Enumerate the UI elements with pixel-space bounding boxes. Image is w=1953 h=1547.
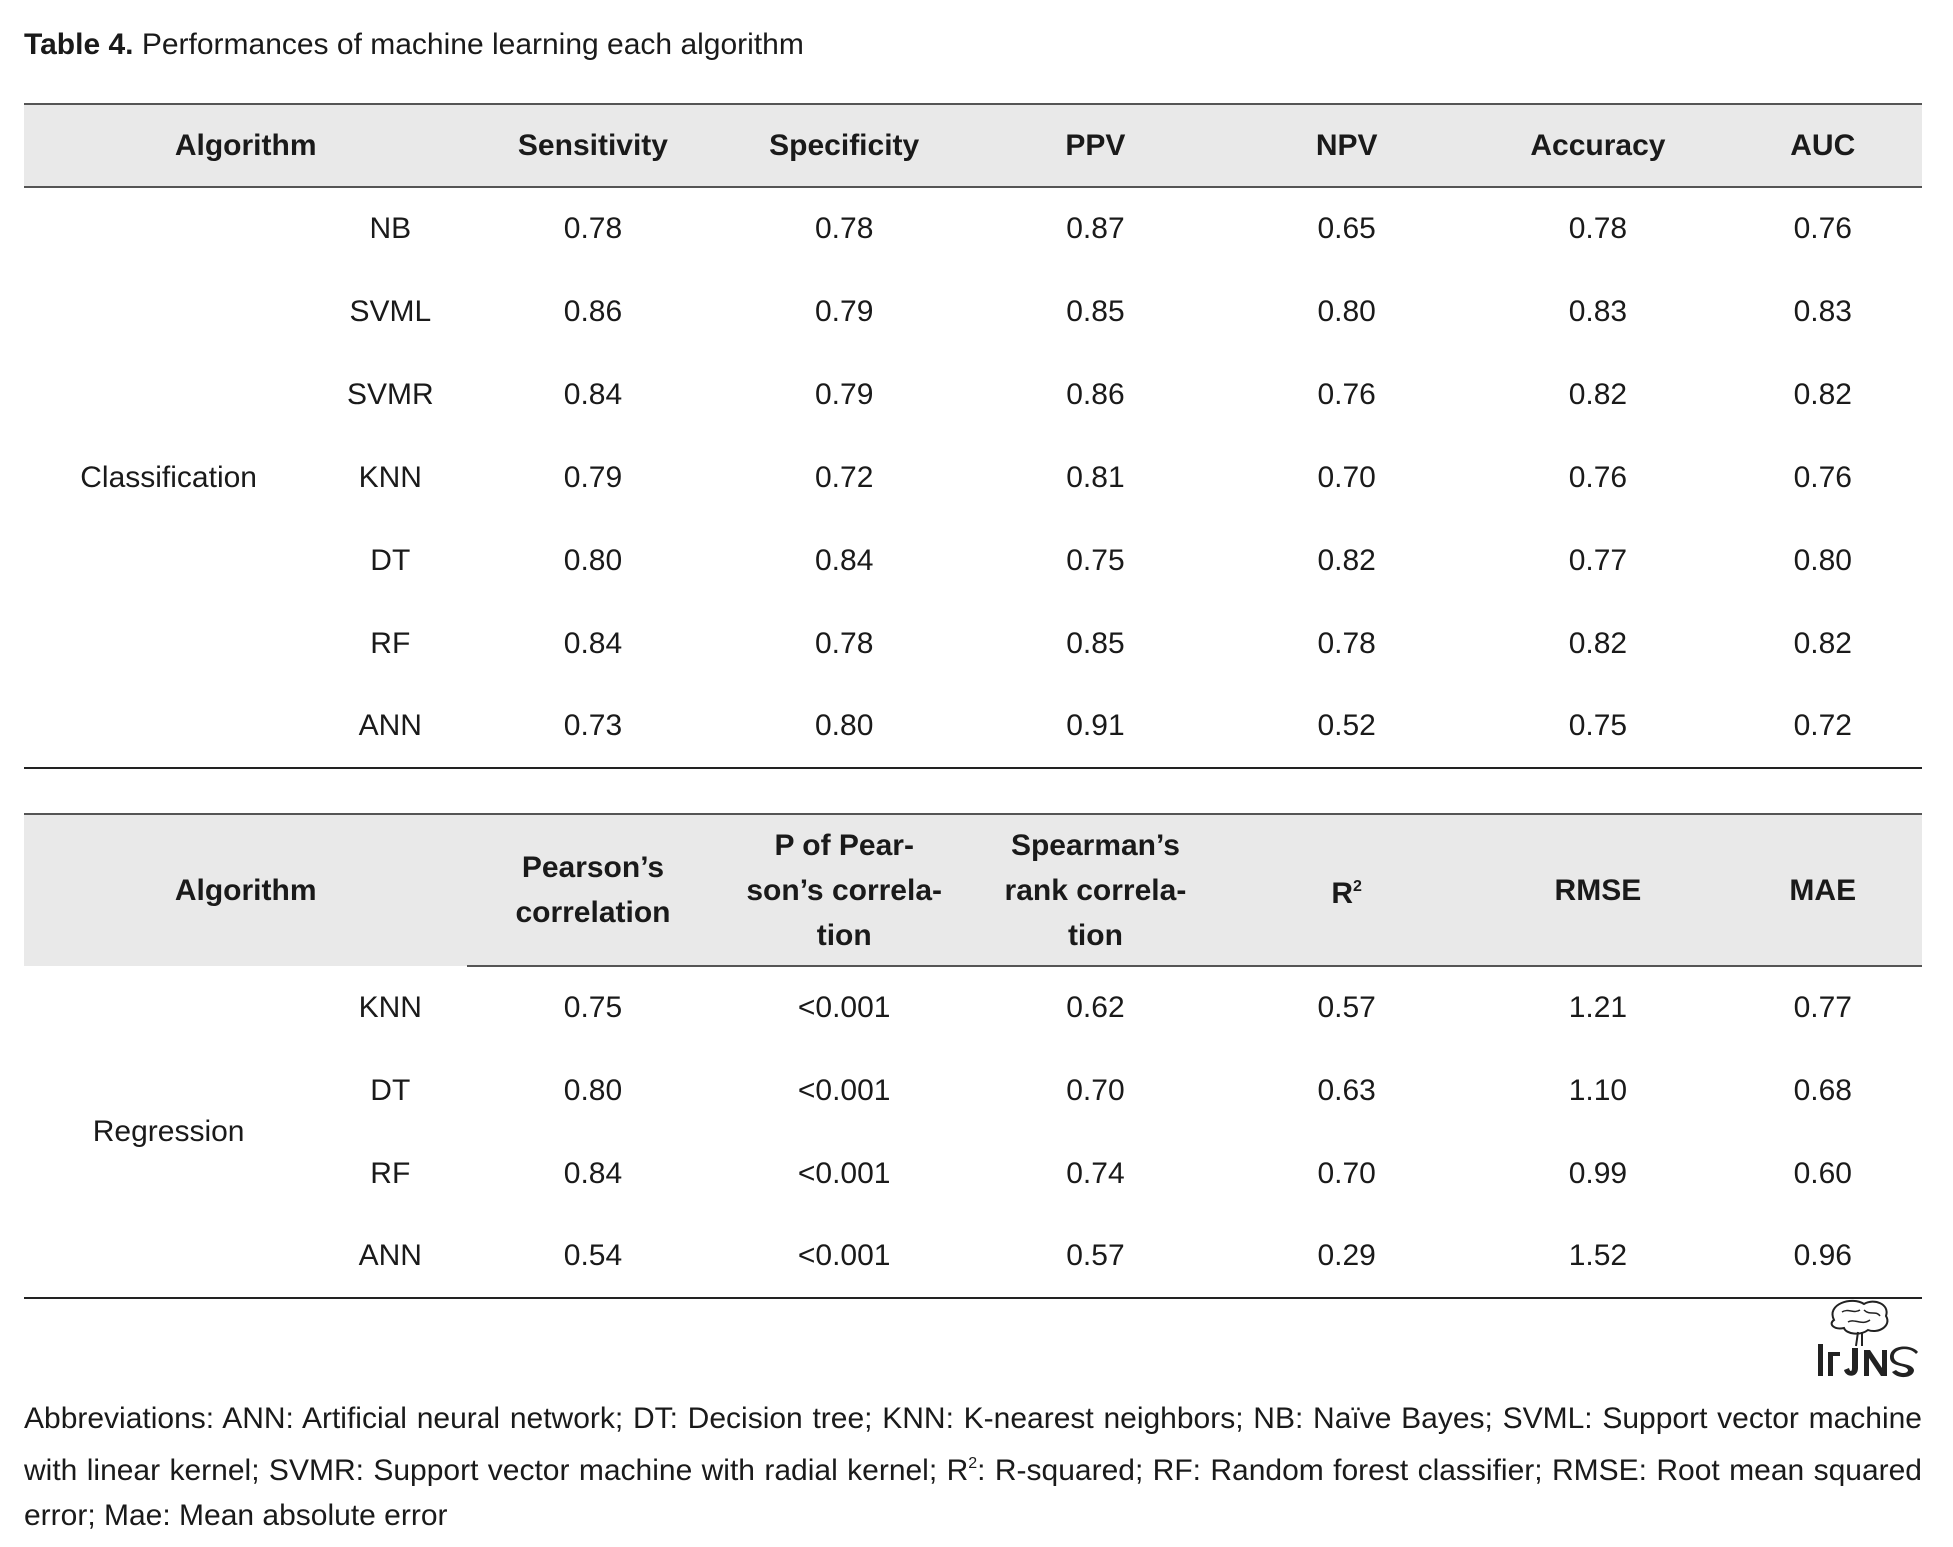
table-title: Performances of machine learning each algorithm — [133, 28, 804, 61]
value-cell: 0.77 — [1793, 991, 1852, 1024]
value-cell: 0.73 — [563, 709, 623, 742]
irjns-logo — [1812, 1298, 1924, 1382]
header-pearson: Pearson’s correlation — [467, 814, 718, 966]
value-cell: 0.63 — [1317, 1073, 1376, 1107]
value-cell: 0.62 — [1066, 991, 1125, 1024]
abbreviations-footnote: Abbreviations: ANN: Artificial neural network; DT: Decision tree; KNN: K-nearest neighbors; NB: Naïve Bayes; SVML: Support vector machine with linear kernel; SVMR: Support vector machine with radial kernel; $R^2$: R-squared; RF: Random forest classifier; RMSE: Root mean squared error; Mae: Mean absolute error — [24, 1402, 1922, 1532]
regression-header-row — [24, 814, 1922, 966]
value-cell: 0.82 — [1793, 626, 1852, 660]
algorithm-cell: ANN — [358, 709, 422, 742]
algorithm-cell: ANN — [358, 1239, 422, 1272]
value-cell: 0.70 — [1317, 1156, 1376, 1190]
value-cell: 0.78 — [563, 212, 623, 245]
header-p-pearson: P of Pear- son’s correla- tion — [719, 814, 970, 966]
value-cell: 0.78 — [1568, 212, 1628, 245]
algorithm-cell: DT — [370, 1073, 411, 1107]
header-npv: NPV — [1315, 128, 1378, 162]
value-cell: 0.76 — [1793, 460, 1852, 494]
value-cell: 0.79 — [815, 377, 874, 411]
value-cell: 0.84 — [815, 543, 874, 577]
table-caption — [24, 28, 804, 62]
value-cell: 0.80 — [1793, 543, 1852, 577]
value-cell: 0.72 — [815, 460, 874, 494]
value-cell: 0.76 — [1317, 377, 1376, 411]
value-cell: 0.80 — [1317, 294, 1376, 328]
algorithm-cell: SVML — [349, 294, 432, 328]
value-cell: 0.79 — [563, 460, 623, 494]
value-cell: 0.76 — [1793, 212, 1852, 245]
header-ppv: PPV — [1065, 128, 1126, 162]
value-cell: 0.91 — [1066, 709, 1125, 742]
value-cell: 0.85 — [1066, 626, 1125, 660]
value-cell: 0.76 — [1568, 460, 1628, 494]
header-rmse: RMSE — [1472, 814, 1723, 966]
value-cell: 0.78 — [815, 626, 874, 660]
value-cell: 0.54 — [563, 1239, 623, 1272]
regression-body — [24, 966, 1922, 1298]
value-cell: 0.80 — [815, 709, 874, 742]
value-cell: 1.21 — [1568, 991, 1628, 1024]
value-cell: 1.10 — [1568, 1073, 1628, 1107]
header-r-squared: $R^2$ — [1221, 814, 1472, 966]
value-cell: <0.001 — [797, 991, 891, 1024]
regression-table — [24, 813, 1922, 1299]
classification-header-row — [24, 104, 1922, 187]
value-cell: 0.80 — [563, 1073, 623, 1107]
value-cell: 0.82 — [1317, 543, 1376, 577]
value-cell: 0.29 — [1317, 1239, 1376, 1272]
value-cell: 0.57 — [1317, 991, 1376, 1024]
value-cell: 0.75 — [563, 991, 623, 1024]
value-cell: 0.75 — [1066, 543, 1125, 577]
algorithm-cell: NB — [369, 212, 412, 245]
value-cell: 0.86 — [1066, 377, 1125, 411]
header-sensitivity: Sensitivity — [517, 128, 668, 162]
value-cell: 0.83 — [1568, 294, 1628, 328]
header-mae: MAE — [1724, 814, 1922, 966]
header-auc: AUC — [1790, 128, 1856, 162]
value-cell: 0.80 — [563, 543, 623, 577]
value-cell: 0.84 — [563, 377, 623, 411]
value-cell: 0.81 — [1066, 460, 1125, 494]
value-cell: <0.001 — [797, 1239, 891, 1272]
value-cell: 0.78 — [815, 212, 874, 245]
value-cell: 0.57 — [1066, 1239, 1125, 1272]
value-cell: 0.87 — [1066, 212, 1125, 245]
classification-body — [24, 187, 1922, 768]
value-cell: 0.60 — [1793, 1156, 1852, 1190]
algorithm-cell: RF — [370, 1156, 411, 1190]
value-cell: 0.75 — [1568, 709, 1628, 742]
value-cell: 0.85 — [1066, 294, 1125, 328]
header-algorithm: Algorithm — [174, 874, 317, 907]
algorithm-cell: SVMR — [346, 377, 434, 411]
value-cell: 0.86 — [563, 294, 623, 328]
value-cell: 0.84 — [563, 626, 623, 660]
value-cell: 0.99 — [1568, 1156, 1628, 1190]
value-cell: 0.82 — [1793, 377, 1852, 411]
table-row — [24, 187, 1922, 270]
classification-table — [24, 103, 1922, 769]
algorithm-cell: KNN — [358, 460, 422, 494]
algorithm-cell: KNN — [358, 990, 422, 1024]
value-cell: 0.79 — [815, 294, 874, 328]
group-label: Regression — [92, 1114, 245, 1148]
value-cell: 1.52 — [1568, 1239, 1628, 1272]
value-cell: 0.96 — [1793, 1239, 1852, 1272]
value-cell: <0.001 — [797, 1156, 891, 1190]
value-cell: 0.83 — [1793, 294, 1852, 328]
table-row — [24, 966, 1922, 1049]
value-cell: 0.84 — [563, 1156, 623, 1190]
value-cell: 0.77 — [1568, 543, 1628, 577]
value-cell: 0.82 — [1568, 377, 1628, 411]
value-cell: 0.72 — [1793, 709, 1852, 742]
header-accuracy: Accuracy — [1530, 128, 1666, 162]
value-cell: 0.70 — [1066, 1073, 1125, 1107]
value-cell: 0.70 — [1317, 460, 1376, 494]
value-cell: 0.68 — [1793, 1073, 1852, 1107]
table-label: Table 4. — [24, 28, 134, 61]
group-label: Classification — [80, 460, 257, 494]
value-cell: 0.65 — [1317, 212, 1376, 245]
algorithm-cell: RF — [370, 626, 411, 660]
value-cell: <0.001 — [797, 1073, 891, 1107]
header-specificity: Specificity — [769, 128, 920, 162]
header-algorithm: Algorithm — [174, 128, 317, 162]
value-cell: 0.78 — [1317, 626, 1376, 660]
value-cell: 0.74 — [1066, 1156, 1125, 1190]
algorithm-cell: DT — [370, 543, 411, 577]
value-cell: 0.82 — [1568, 626, 1628, 660]
value-cell: 0.52 — [1317, 709, 1376, 742]
header-spearman: Spearman’s rank correla- tion — [970, 814, 1221, 966]
